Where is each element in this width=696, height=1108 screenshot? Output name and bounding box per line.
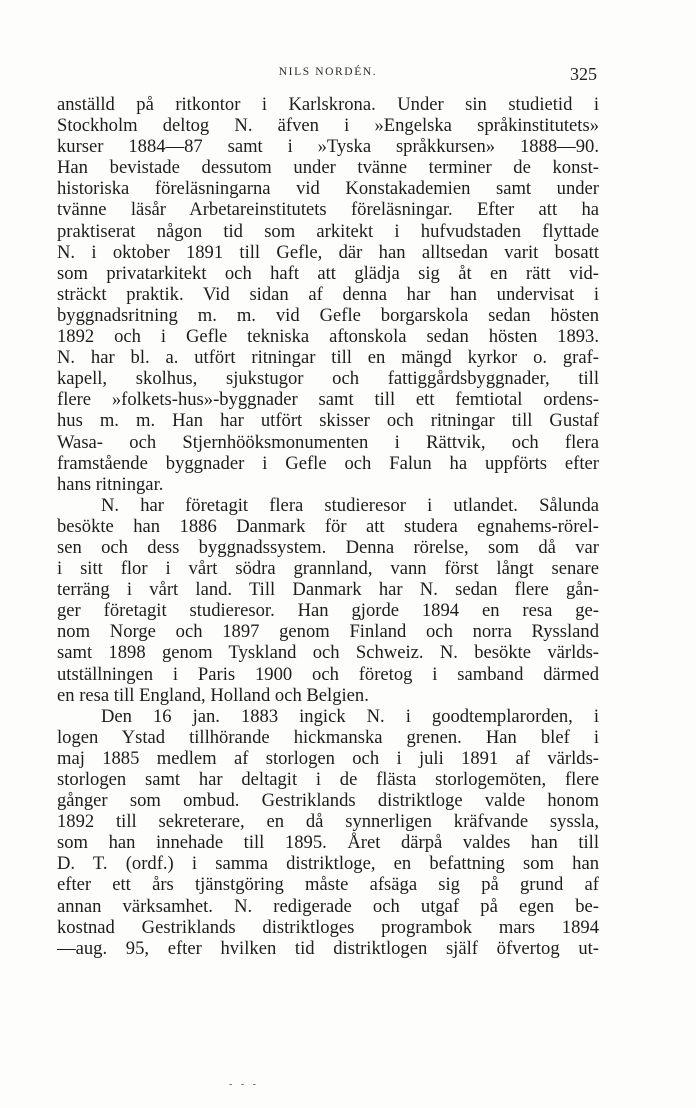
text-line: byggnadsritning m. m. vid Gefle borgarskola sedan hösten (57, 304, 599, 326)
text-line: kurser 1884—87 samt i »Tyska språkkursen» 1888—90. (57, 136, 599, 158)
text-line: 1892 till sekreterare, en då synnerligen kräfvande syssla, (57, 811, 599, 833)
text-line: praktiserat någon tid som arkitekt i hufvudstaden flyttade (57, 220, 599, 242)
text-line: utställningen i Paris 1900 och företog i samband därmed (57, 663, 599, 685)
text-line: efter ett års tjänstgöring måste afsäga sig på grund af (57, 874, 599, 896)
text-line: som han innehade till 1895. Året därpå valdes han till (57, 832, 599, 854)
book-page (57, 64, 599, 959)
text-line: tvänne läsår Arbetareinstitutets föreläsningar. Efter att ha (57, 199, 599, 221)
text-line: hus m. m. Han har utfört skisser och ritningar till Gustaf (57, 410, 599, 432)
text-line: gånger som ombud. Gestriklands distriktloge valde honom (57, 790, 599, 812)
text-line: som privatarkitekt och haft att glädja sig åt en rätt vid- (57, 262, 599, 284)
text-line: —aug. 95, efter hvilken tid distriktlogen själf öfvertog ut- (57, 937, 599, 959)
text-line: besökte han 1886 Danmark för att studera egnahems-rörel- (57, 515, 599, 537)
text-line: framstående byggnader i Gefle och Falun ha uppförts efter (57, 452, 599, 474)
text-line: N. i oktober 1891 till Gefle, där han alltsedan varit bosatt (57, 241, 599, 263)
text-line: kostnad Gestriklands distriktloges programbok mars 1894 (57, 916, 599, 938)
text-line: sträckt praktik. Vid sidan af denna har han undervisat i (57, 283, 599, 305)
text-line: storlogen samt har deltagit i de flästa storlogemöten, flere (57, 769, 599, 790)
text-line: Wasa- och Stjernhööksmonumenten i Rättvik, och flera (57, 431, 599, 453)
paragraph-start-line: Den 16 jan. 1883 ingick N. i goodtemplarorden, i (101, 705, 599, 727)
text-line: Stockholm deltog N. äfven i »Engelska språkinstitutets» (57, 115, 599, 137)
text-line: logen Ystad tillhörande hickmanska grenen. Han blef i (57, 726, 599, 748)
text-line: ger företagit studieresor. Han gjorde 1894 en resa ge- (57, 600, 599, 622)
paragraph-end-line: hans ritningar. (57, 473, 164, 495)
text-line: samt 1898 genom Tyskland och Schweiz. N. besökte världs- (57, 642, 599, 664)
running-head (57, 64, 599, 88)
text-line: flere »folkets-hus»-byggnader samt till ett femtiotal ordens- (57, 389, 599, 411)
text-line: terräng i vårt land. Till Danmark har N. sedan flere gån- (57, 579, 599, 601)
paragraph-end-line: en resa till England, Holland och Belgien. (57, 684, 369, 706)
text-line: 1892 och i Gefle tekniska aftonskola sedan hösten 1893. (57, 326, 599, 348)
running-title: NILS NORDÉN. (278, 66, 378, 78)
text-line: sen och dess byggnadssystem. Denna rörelse, som då var (57, 536, 599, 558)
body-text (57, 94, 599, 959)
page-number: 325 (570, 64, 597, 84)
text-line: annan värksamhet. N. redigerade och utgaf på egen be- (57, 895, 599, 917)
text-line: historiska föreläsningarna vid Konstakademien samt under (57, 178, 599, 200)
text-line: Han bevistade dessutom under tvänne terminer de konst- (57, 157, 599, 179)
text-line: kapell, skolhus, sjukstugor och fattiggårdsbyggnader, till (57, 368, 599, 390)
text-line: D. T. (ordf.) i samma distriktloge, en befattning som han (57, 853, 599, 875)
text-line: maj 1885 medlem af storlogen och i juli 1891 af världs- (57, 747, 599, 769)
paragraph-start-line: N. har företagit flera studieresor i utlandet. Sålunda (101, 494, 599, 516)
text-line: i sitt flor i vårt södra grannland, vann först långt senare (57, 558, 599, 580)
text-line: N. har bl. a. utfört ritningar till en mängd kyrkor o. graf- (57, 347, 599, 369)
text-line: nom Norge och 1897 genom Finland och norra Ryssland (57, 621, 599, 643)
text-line: anställd på ritkontor i Karlskrona. Under sin studietid i (57, 94, 599, 115)
page-footer-mark: - - - (229, 1079, 259, 1090)
